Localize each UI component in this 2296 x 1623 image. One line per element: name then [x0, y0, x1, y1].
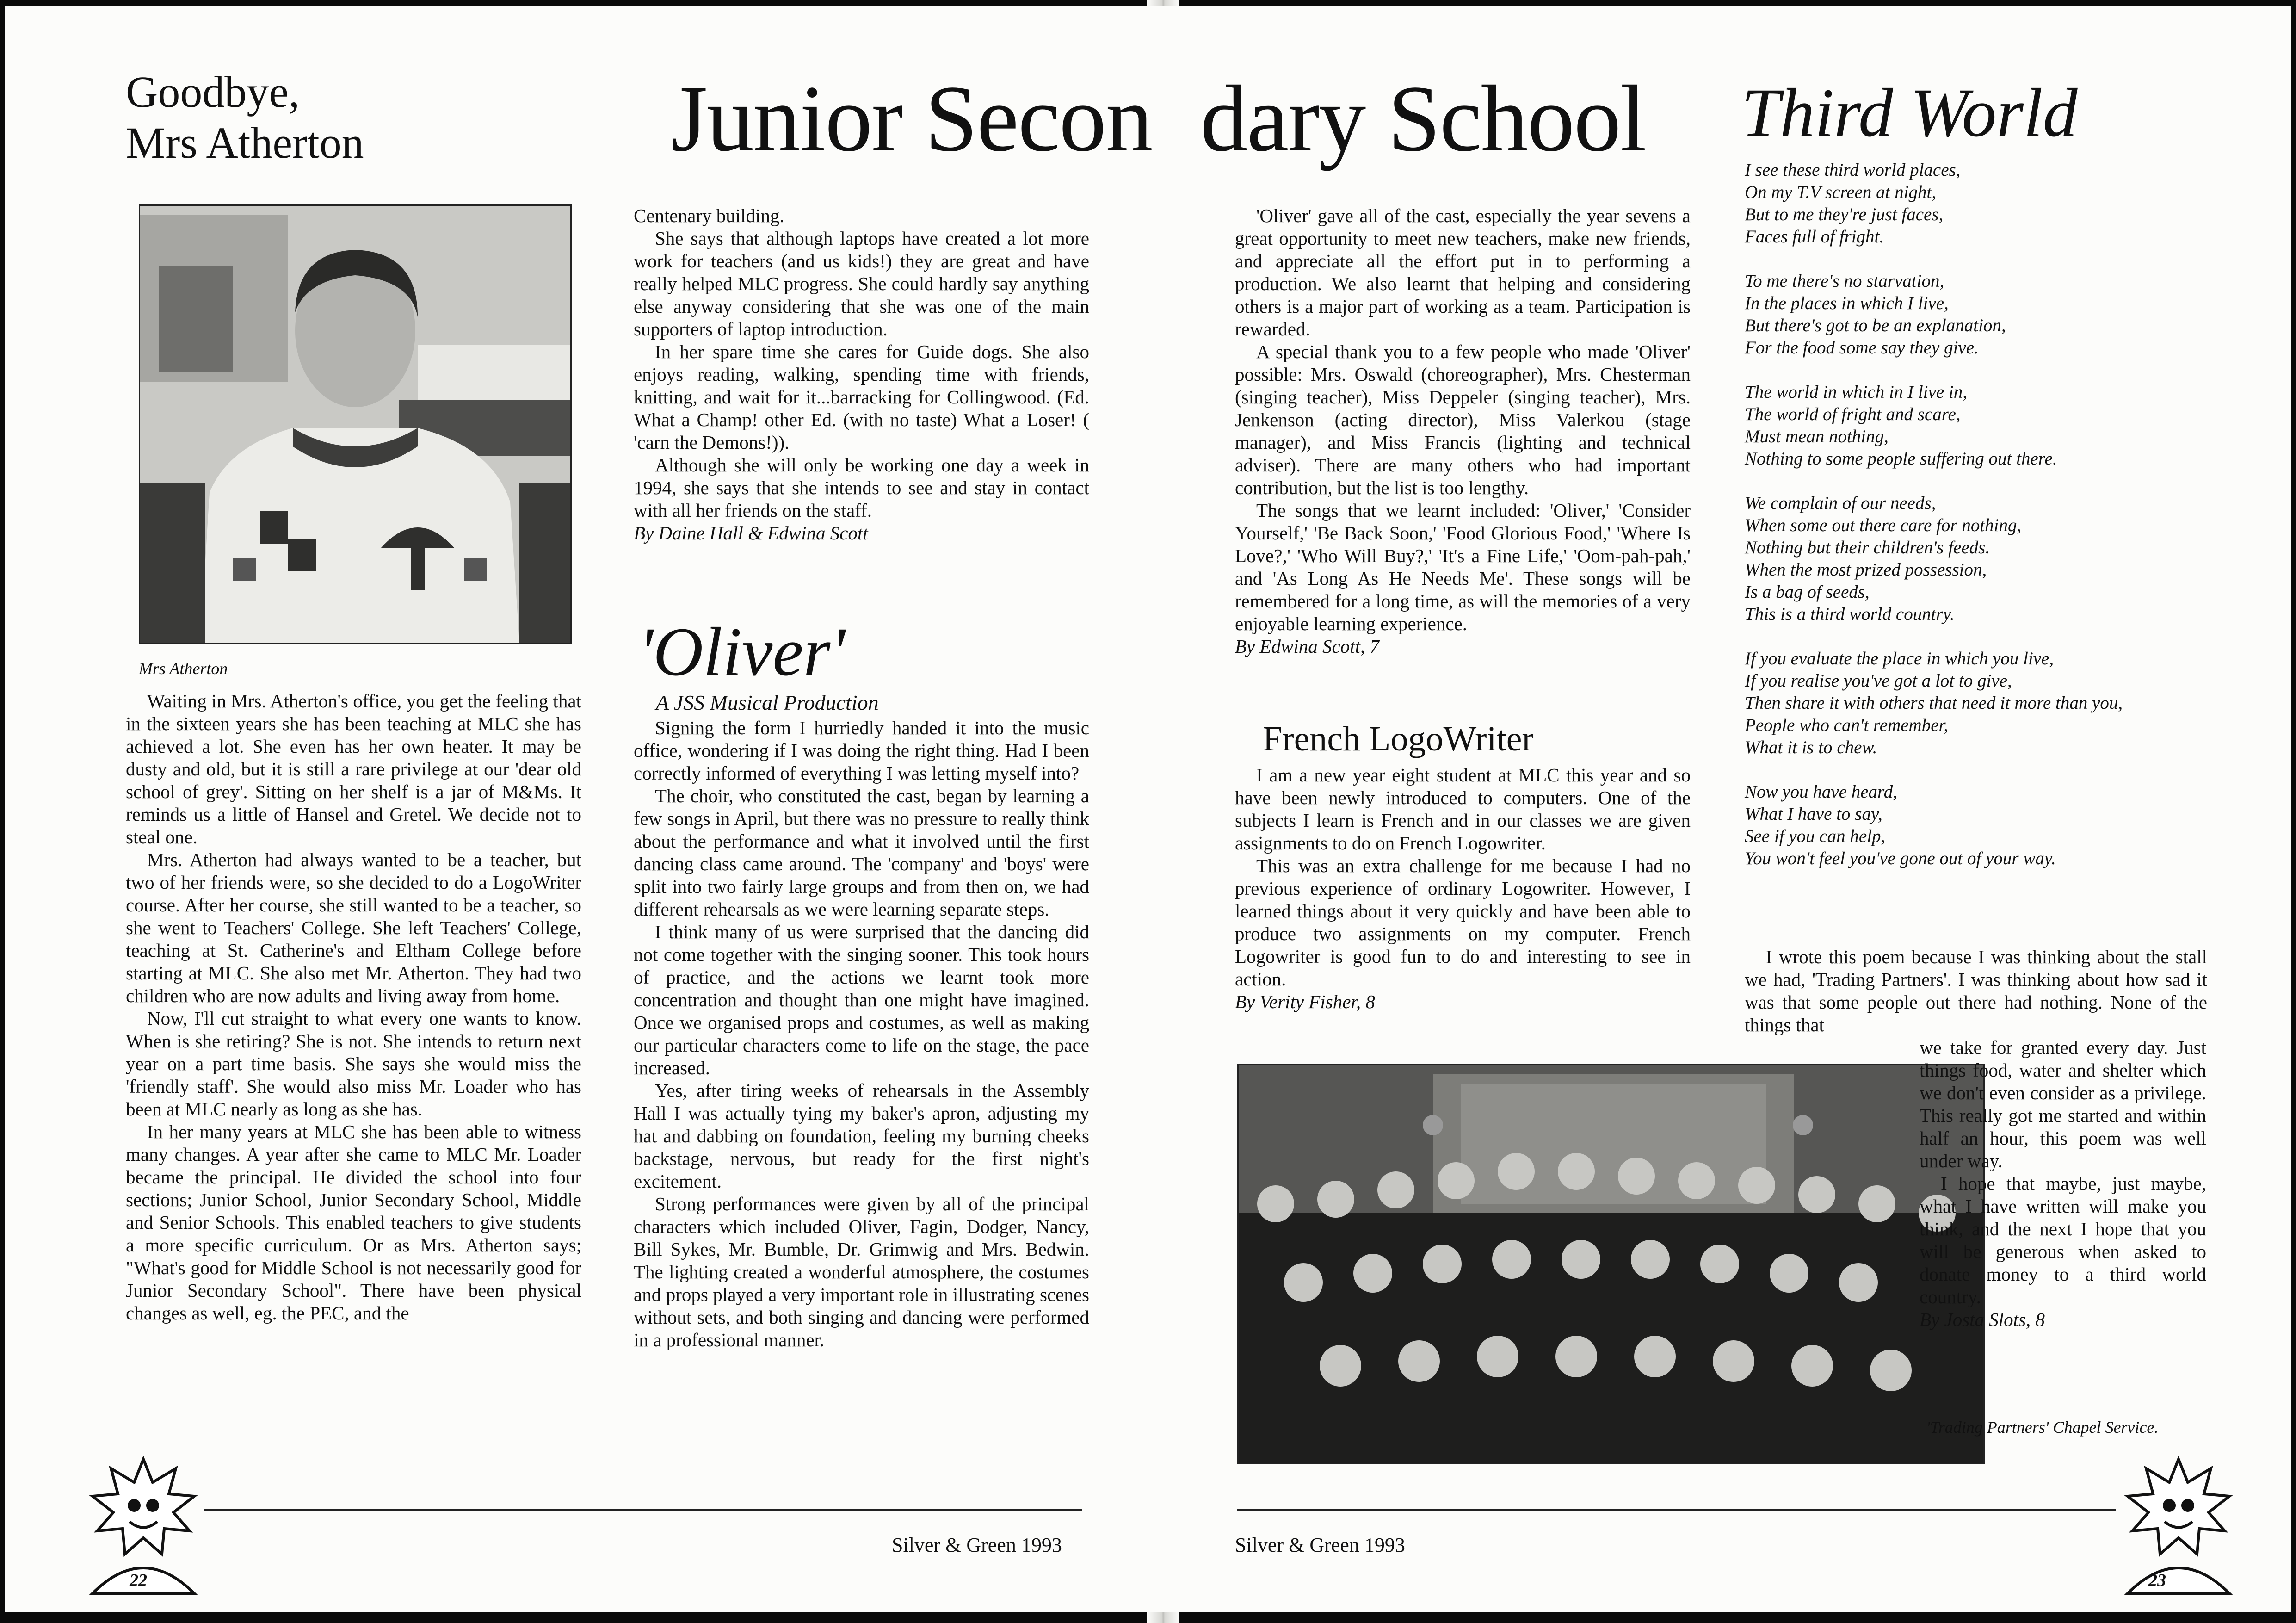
french-byline: By Verity Fisher, 8: [1235, 991, 1375, 1012]
atherton-byline: By Daine Hall & Edwina Scott: [634, 522, 868, 544]
atherton-para: Mrs. Atherton had always wanted to be a teacher, but two of her friends were, so she decided to do a LogoWriter course. After her course, she still wanted to be a teacher, so she went to Teachers' College. She left Teachers' College, teaching at St. Catherine's and Eltham College before starting at MLC. She also met Mr. Atherton. They had two children who are now adults and living away from home.: [126, 849, 581, 1006]
poem-line: But to me they're just faces,: [1745, 204, 1944, 224]
mrs-atherton-photo-art: [140, 206, 570, 643]
poem-line: If you evaluate the place in which you live,: [1745, 649, 2054, 669]
goodbye-title-line2: Mrs Atherton: [126, 118, 364, 168]
poem-line: Must mean nothing,: [1745, 427, 1889, 446]
poem-line: On my T.V screen at night,: [1745, 182, 1937, 202]
poem-note-para: I wrote this poem because I was thinking about the stall we had, 'Trading Partners'. I was thinking about how sad it was that some people out there had nothing. None of the things that: [1745, 946, 2207, 1035]
poem-stanza: [1745, 781, 2263, 870]
poem-line: Faces full of fright.: [1745, 227, 1884, 247]
oliver-title: 'Oliver': [638, 613, 846, 690]
oliver-subtitle: A JSS Musical Production: [656, 691, 879, 714]
poem-stanza: [1745, 159, 2263, 248]
poem-line: The world of fright and scare,: [1745, 404, 1961, 424]
french-logowriter-title: French LogoWriter: [1263, 719, 1534, 758]
french-para: I am a new year eight student at MLC this year and so have been newly introduced to computers. One of the subjects I learn is French and in our classes we are given assignments to do on French Logowriter.: [1235, 764, 1691, 854]
left-page: [5, 6, 1161, 1612]
sun-mascot-icon: [2118, 1450, 2239, 1598]
oliver-para: Signing the form I hurriedly handed it into the music office, wondering if I was doing the right thing. Had I been correctly informed of everything I was letting myself into?: [634, 717, 1089, 784]
poem-note-para: I hope that maybe, just maybe, what I have written will make you think, and the next I hope that you will be generous when asked to donate money to a third world country.: [1920, 1173, 2206, 1307]
oliver-cont-para: The songs that we learnt included: 'Oliver,' 'Consider Yourself,' 'Be Back Soon,' 'Food Glorious Food,' 'Where Is Love?,' 'Who Will Buy?,' 'It's a Fine Life,' 'Oom-pah-pah,' and 'As Long As He Needs Me'. These songs will be remembered for a long time, as will the memories of a very enjoyable learning experience.: [1235, 500, 1691, 634]
poem-stanza: [1745, 492, 2263, 626]
jss-title-left: Junior Secon: [671, 66, 1152, 171]
poem-line: But there's got to be an explanation,: [1745, 316, 2006, 335]
oliver-article-cont: [1235, 204, 1691, 658]
oliver-para: Yes, after tiring weeks of rehearsals in the Assembly Hall I was actually tying my baker's apron, adjusting my hat and dabbing on foundation, feeling my burning cheeks backstage, nervous, but ready for the first night's excitement.: [634, 1080, 1089, 1192]
poem-line: This is a third world country.: [1745, 604, 1955, 624]
oliver-para: I think many of us were surprised that the dancing did not come together with the singing sooner. This took hours of practice, and the actions we learnt took more concentration and thought than one might have imagined. Once we organised props and costumes, as well as making our particular characters come to life on the stage, the pace increased.: [634, 921, 1089, 1078]
poem-line: I see these third world places,: [1745, 160, 1961, 180]
poem-line: See if you can help,: [1745, 826, 1886, 846]
goodbye-title: [126, 67, 364, 169]
poem-line: What it is to chew.: [1745, 737, 1877, 757]
third-world-title: Third World: [1741, 74, 2078, 151]
atherton-para: Centenary building.: [634, 205, 784, 226]
poem-line: When the most prized possession,: [1745, 560, 1987, 580]
poem-line: When some out there care for nothing,: [1745, 515, 2022, 535]
oliver-article-col: [634, 717, 1089, 1351]
poem-line: Then share it with others that need it more than you,: [1745, 693, 2123, 713]
poem-line: If you realise you've got a lot to give,: [1745, 671, 2012, 691]
atherton-para: Although she will only be working one day a week in 1994, she says that she intends to see and stay in contact with all her friends on the staff.: [634, 454, 1089, 521]
oliver-para: Strong performances were given by all of the principal characters which included Oliver, Fagin, Dodger, Nancy, Bill Sykes, Mr. Bumble, Dr. Grimwig and Mrs. Bedwin. The lighting created a wonderful atmosphere, the costumes and props played a very important role in illustrating scenes without sets, and both singing and dancing were performed in a professional manner.: [634, 1193, 1089, 1350]
poem-note-wide: [1745, 946, 2207, 1036]
atherton-article-col1: [126, 690, 581, 1325]
poem-line: What I have to say,: [1745, 804, 1882, 824]
poem-note-narrow: [1920, 1036, 2206, 1331]
mrs-atherton-caption: Mrs Atherton: [139, 659, 228, 678]
poem-stanza: [1745, 381, 2263, 470]
poem-stanza: [1745, 270, 2263, 359]
poem-line: Is a bag of seeds,: [1745, 582, 1870, 602]
oliver-cont-para: A special thank you to a few people who made 'Oliver' possible: Mrs. Oswald (choreographer), Mrs. Chesterman (singing teacher), Miss Deppeler (singing teacher), Mrs. Jenkenson (acting director), Miss Valerkou (stage manager), and Miss Francis (lighting and technical adviser). There are many others who had important contribution, but the list is too lengthy.: [1235, 341, 1691, 498]
group-photo-art: [1239, 1065, 1983, 1463]
poem-line: We complain of our needs,: [1745, 493, 1936, 513]
oliver-para: The choir, who constituted the cast, began by learning a few songs in April, but there was no pressure to really think about the performance and what it involved until the first dancing class came around. The 'company' and 'boys' were split into two fairly large groups and from then on, we had different rehearsals as we were learning separate steps.: [634, 785, 1089, 920]
poem-line: For the food some say they give.: [1745, 338, 1979, 358]
poem-line: The world in which in I live in,: [1745, 382, 1967, 402]
oliver-cont-para: 'Oliver' gave all of the cast, especially the year sevens a great opportunity to meet new teachers, make new friends, and appreciate all the effort put in to performing a production. We also learnt that helping and considering others is a major part of working as a team. Participation is rewarded.: [1235, 205, 1691, 340]
right-page: [1161, 6, 2291, 1612]
poem-line: In the places in which I live,: [1745, 293, 1949, 313]
mrs-atherton-photo: [139, 204, 572, 644]
poem-byline: By Josta Slots, 8: [1920, 1309, 2045, 1330]
footer-rule-right: [1237, 1509, 2116, 1511]
atherton-para: Now, I'll cut straight to what every one wants to know. When is she retiring? She is not. She intends to return next year on a part time basis. She says she would miss the 'friendly staff'. She would also miss Mr. Loader who has been at MLC nearly as long as she has.: [126, 1008, 581, 1120]
poem-line: To me there's no starvation,: [1745, 271, 1944, 291]
poem-note-para: we take for granted every day. Just things food, water and shelter which we don't even consider as a privilege. This really got me started and within half an hour, this poem was well under way.: [1920, 1037, 2206, 1171]
footer-rule-left: [204, 1509, 1082, 1511]
goodbye-title-line1: Goodbye,: [126, 67, 300, 117]
page-number-left: 22: [130, 1571, 147, 1590]
atherton-para: She says that although laptops have created a lot more work for teachers (and us kids!) they are great and have really helped MLC progress. She could hardly say anything else anyway considering that she was one of the main supporters of laptop introduction.: [634, 228, 1089, 340]
poem-line: Nothing but their children's feeds.: [1745, 538, 1990, 558]
oliver-cont-byline: By Edwina Scott, 7: [1235, 636, 1380, 657]
atherton-para: Waiting in Mrs. Atherton's office, you get the feeling that in the sixteen years she has been teaching at MLC she has achieved a lot. She even has her own heater. It may be dusty and old, but it is still a rare privilege at our 'dear old school of grey'. Sitting on her shelf is a jar of M&Ms. It reminds us a little of Hansel and Gretel. We decide not to steal one.: [126, 690, 581, 848]
french-para: This was an extra challenge for me because I had no previous experience of ordinary Logowriter. However, I learned things about it very quickly and have been able to produce two assignments on my computer. French Logowriter is good fun to do and interesting to see in action.: [1235, 855, 1691, 990]
french-article-col: [1235, 764, 1691, 1013]
atherton-para: In her many years at MLC she has been able to witness many changes. A year after she came to MLC Mr. Loader became the principal. He divided the school into four sections; Junior School, Junior Secondary School, Middle and Senior Schools. This enabled teachers to give students a more specific curriculum. Or as Mrs. Atherton says; "What's good for Middle School is not necessarily good for Junior Secondary School". There have been physical changes as well, eg. the PEC, and the: [126, 1121, 581, 1324]
atherton-para: In her spare time she cares for Guide dogs. She also enjoys reading, walking, spending time with friends, knitting, and wait for it...barracking for Collingwood. (Ed. What a Champ! other Ed. (with no taste) What a Loser! ( 'carn the Demons!)).: [634, 341, 1089, 453]
atherton-article-col2: [634, 204, 1089, 545]
page-number-right: 23: [2148, 1571, 2166, 1590]
footer-left: Silver & Green 1993: [892, 1534, 1062, 1556]
trading-partners-group-photo: [1237, 1064, 1985, 1464]
poem-line: You won't feel you've gone out of your way.: [1745, 849, 2056, 868]
poem-line: People who can't remember,: [1745, 715, 1949, 735]
poem-line: Now you have heard,: [1745, 782, 1897, 802]
group-photo-caption: 'Trading Partners' Chapel Service.: [1926, 1418, 2159, 1437]
third-world-poem: [1745, 159, 2263, 892]
jss-title-right: dary School: [1200, 66, 1646, 171]
poem-stanza: [1745, 648, 2263, 759]
footer-right: Silver & Green 1993: [1235, 1534, 1405, 1556]
poem-line: Nothing to some people suffering out there.: [1745, 449, 2057, 469]
